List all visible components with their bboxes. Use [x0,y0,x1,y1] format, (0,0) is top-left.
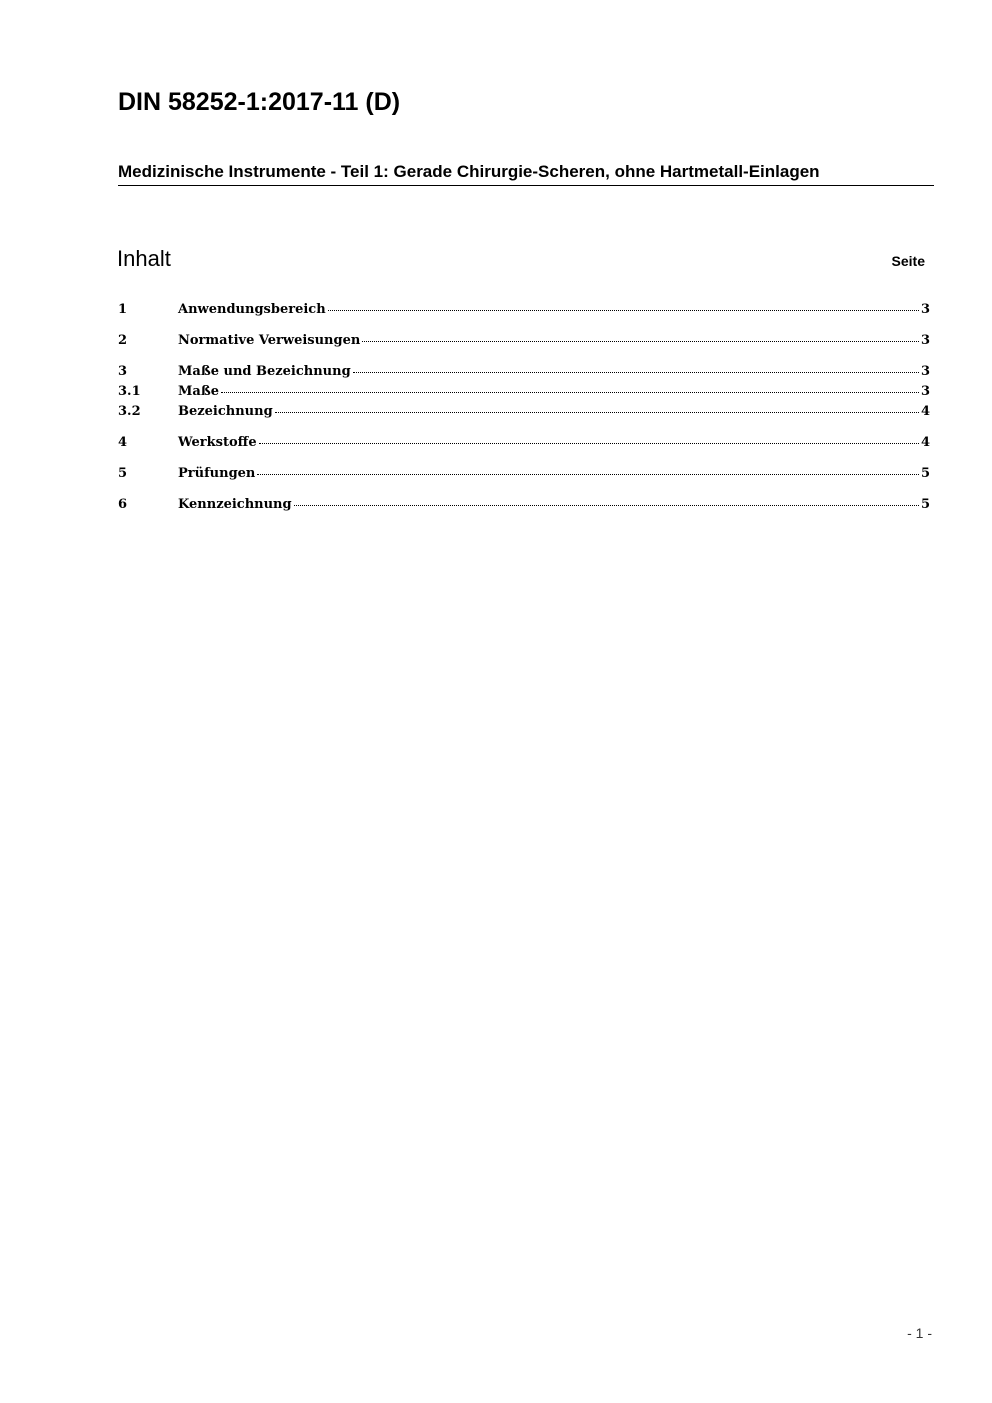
toc-entry-page: 5 [920,466,930,481]
toc-leader-dots [362,340,919,342]
page-number: - 1 - [907,1325,932,1341]
toc-entry-number: 5 [118,466,128,481]
toc-entry[interactable] [118,435,930,455]
toc-entry-title: Maße und Bezeichnung [178,364,351,379]
toc-entry-title: Kennzeichnung [178,497,292,512]
toc-entry[interactable] [118,364,930,384]
toc-entry[interactable] [118,404,930,424]
toc-leader-dots [275,411,919,413]
toc-entry[interactable] [118,302,930,322]
toc-entry-title: Anwendungsbereich [178,302,326,317]
toc-entry-page: 3 [920,384,930,399]
toc-entry-title: Bezeichnung [178,404,273,419]
toc-entry-page: 5 [920,497,930,512]
toc-entry-page: 3 [920,364,930,379]
toc-leader-dots [221,391,919,393]
toc-leader-dots [353,371,919,373]
toc-entry[interactable] [118,384,930,404]
document-subtitle: Medizinische Instrumente - Teil 1: Gerade Chirurgie-Scheren, ohne Hartmetall-Einlagen [118,160,934,186]
toc-entry-page: 4 [920,435,930,450]
toc-entry-number: 4 [118,435,128,450]
toc-entry-number: 3 [118,364,128,379]
toc-entry-title: Werkstoffe [178,435,257,450]
table-of-contents [118,302,930,517]
toc-page-label: Seite [891,253,925,269]
toc-leader-dots [328,309,919,311]
toc-entry[interactable] [118,466,930,486]
toc-entry-number: 2 [118,333,128,348]
toc-entry-page: 3 [920,302,930,317]
toc-entry-number: 3.1 [118,384,141,399]
toc-entry[interactable] [118,497,930,517]
toc-leader-dots [257,473,919,475]
toc-entry-title: Maße [178,384,219,399]
toc-entry-number: 1 [118,302,128,317]
toc-leader-dots [259,442,919,444]
toc-entry-number: 3.2 [118,404,141,419]
toc-entry-page: 4 [920,404,930,419]
toc-entry-page: 3 [920,333,930,348]
toc-entry[interactable] [118,333,930,353]
document-title: DIN 58252-1:2017-11 (D) [118,88,401,116]
toc-entry-number: 6 [118,497,128,512]
toc-entry-title: Normative Verweisungen [178,333,361,348]
toc-entry-title: Prüfungen [178,466,256,481]
toc-leader-dots [294,504,919,506]
toc-heading: Inhalt [117,246,171,271]
